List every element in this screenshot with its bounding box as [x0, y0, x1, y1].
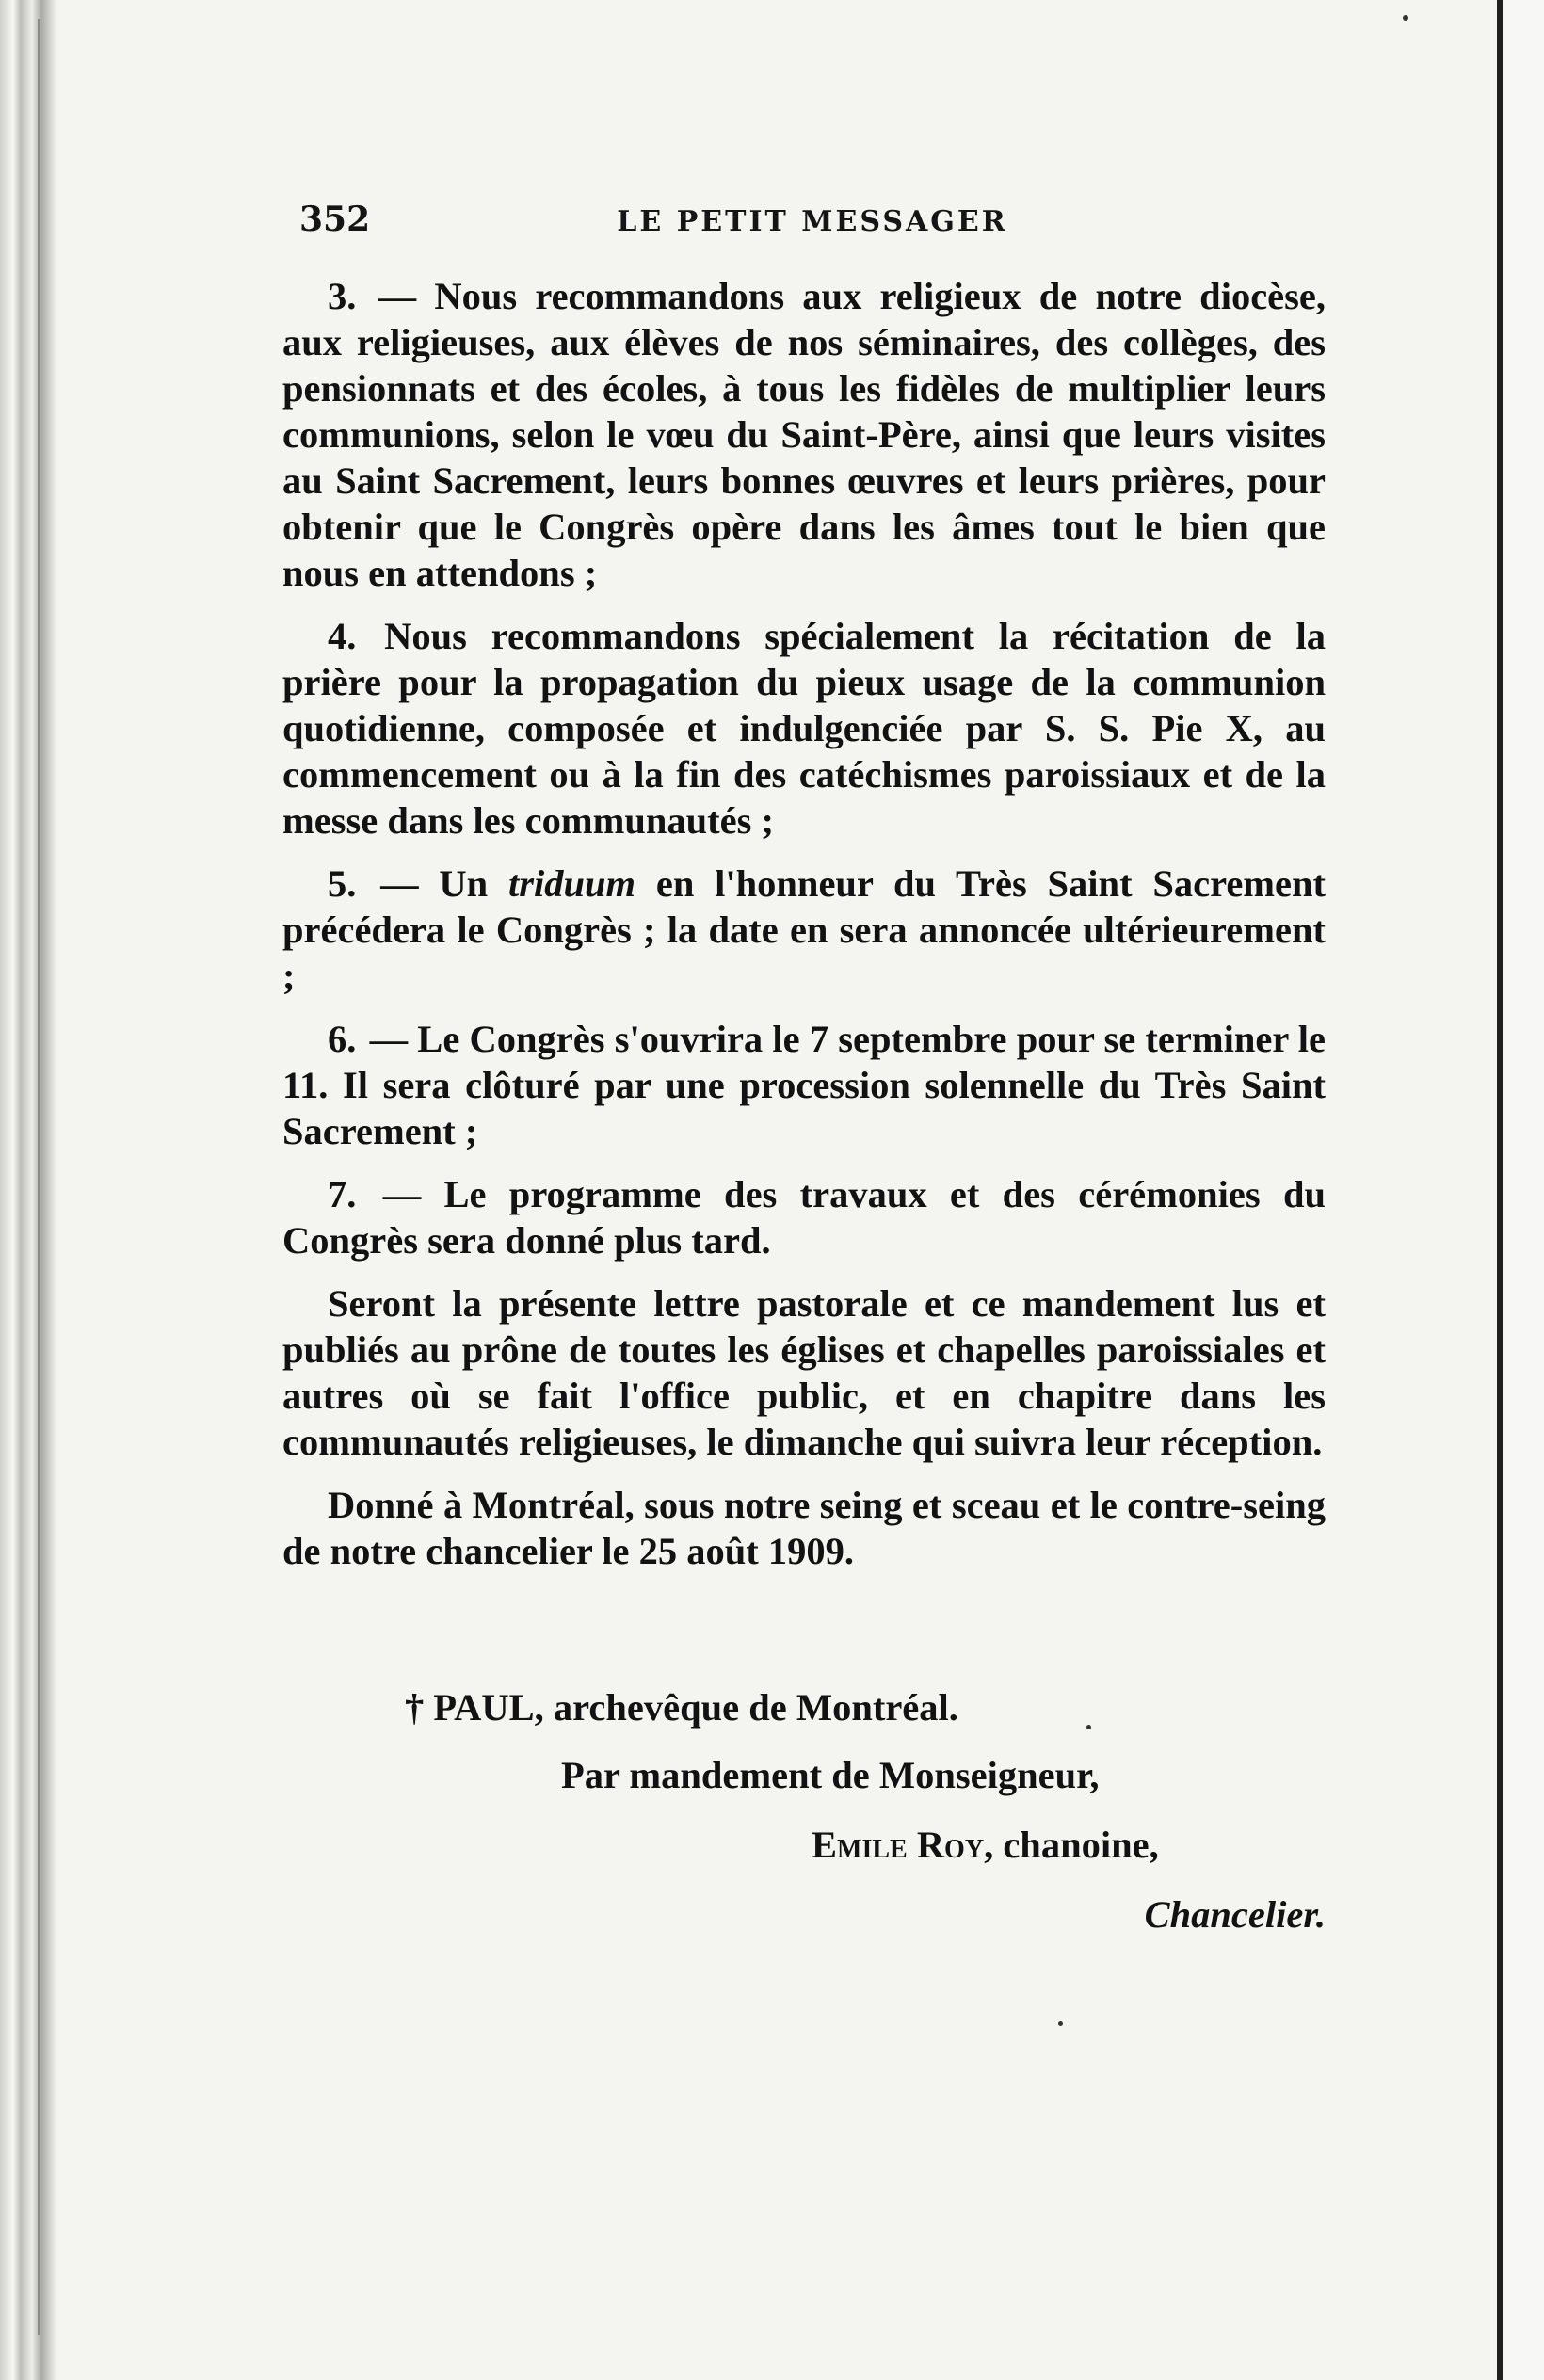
- paragraph-publication: [282, 1280, 1326, 1465]
- print-speck: [1086, 1725, 1091, 1729]
- right-margin: [1503, 0, 1544, 2380]
- print-speck: [1403, 15, 1408, 21]
- chancellor-title: Chancelier.: [1144, 1893, 1326, 1936]
- page-body: [282, 273, 1326, 1591]
- paragraph-number: 6.: [328, 1018, 357, 1060]
- by-order-line: Par mandement de Monseigneur,: [561, 1754, 1100, 1796]
- page-header: [299, 200, 1326, 256]
- paragraph-text-after: en l'honneur du Très Saint Sacrement précédera le Congrès ; la date en sera annoncée ultérieurement ;: [282, 862, 1327, 997]
- paragraph-6: [282, 1016, 1326, 1154]
- paragraph-text: — Le programme des travaux et des cérémonies du Congrès sera donné plus tard.: [282, 1173, 1327, 1262]
- canon-name: Emile Roy: [812, 1824, 985, 1866]
- paragraph-number: 4.: [328, 615, 357, 657]
- paragraph-text-before: — Un: [380, 862, 489, 905]
- paragraph-3: [282, 273, 1326, 596]
- page-number: 352: [299, 200, 371, 239]
- book-gutter: [0, 0, 66, 2380]
- gutter-line: [38, 19, 40, 2335]
- paragraph-5: [282, 860, 1326, 999]
- paragraph-text: Donné à Montréal, sous notre seing et sceau et le contre-seing de notre chancelier le 25 août 1909.: [282, 1484, 1326, 1572]
- paragraph-given-at: [282, 1482, 1326, 1574]
- running-title: LE PETIT MESSAGER: [617, 205, 1008, 238]
- archbishop-signature: † PAUL, archevêque de Montréal.: [405, 1686, 958, 1729]
- paragraph-4: [282, 613, 1326, 844]
- print-speck: [1058, 2021, 1063, 2026]
- paragraph-7: [282, 1171, 1326, 1263]
- paragraph-text: — Nous recommandons aux religieux de notre diocèse, aux religieuses, aux élèves de nos séminaires, des collèges, des pensionnats et des écoles, à tous les fidèles de multiplier leurs communions, selon le vœu du Saint-Père, ainsi que leurs visites au Saint Sacrement, leurs bonnes œuvres et leurs prières, pour obtenir que le Congrès opère dans les âmes tout le bien que nous en attendons ;: [282, 275, 1327, 594]
- paragraph-text: — Le Congrès s'ouvrira le 7 septembre pour se terminer le 11. Il sera clôturé par une procession solennelle du Très Saint Sacrement ;: [282, 1018, 1327, 1152]
- paragraph-number: 5.: [328, 862, 357, 905]
- canon-title: , chanoine,: [984, 1824, 1159, 1866]
- paragraph-text: Nous recommandons spécialement la récitation de la prière pour la propagation du pieux usage de la communion quotidienne, composée et indulgenciée par S. S. Pie X, au commencement ou à la fin des catéchismes paroissiaux et de la messe dans les communautés ;: [282, 615, 1326, 842]
- paragraph-number: 7.: [328, 1173, 357, 1215]
- canon-signature: [812, 1823, 1159, 1867]
- paragraph-text: Seront la présente lettre pastorale et ce mandement lus et publiés au prône de toutes les églises et chapelles paroissiales et autres où se fait l'office public, et en chapitre dans les communautés religieuses, le dimanche qui suivra leur réception.: [282, 1282, 1326, 1463]
- paragraph-number: 3.: [328, 275, 357, 317]
- paragraph-italic-word: triduum: [507, 862, 636, 905]
